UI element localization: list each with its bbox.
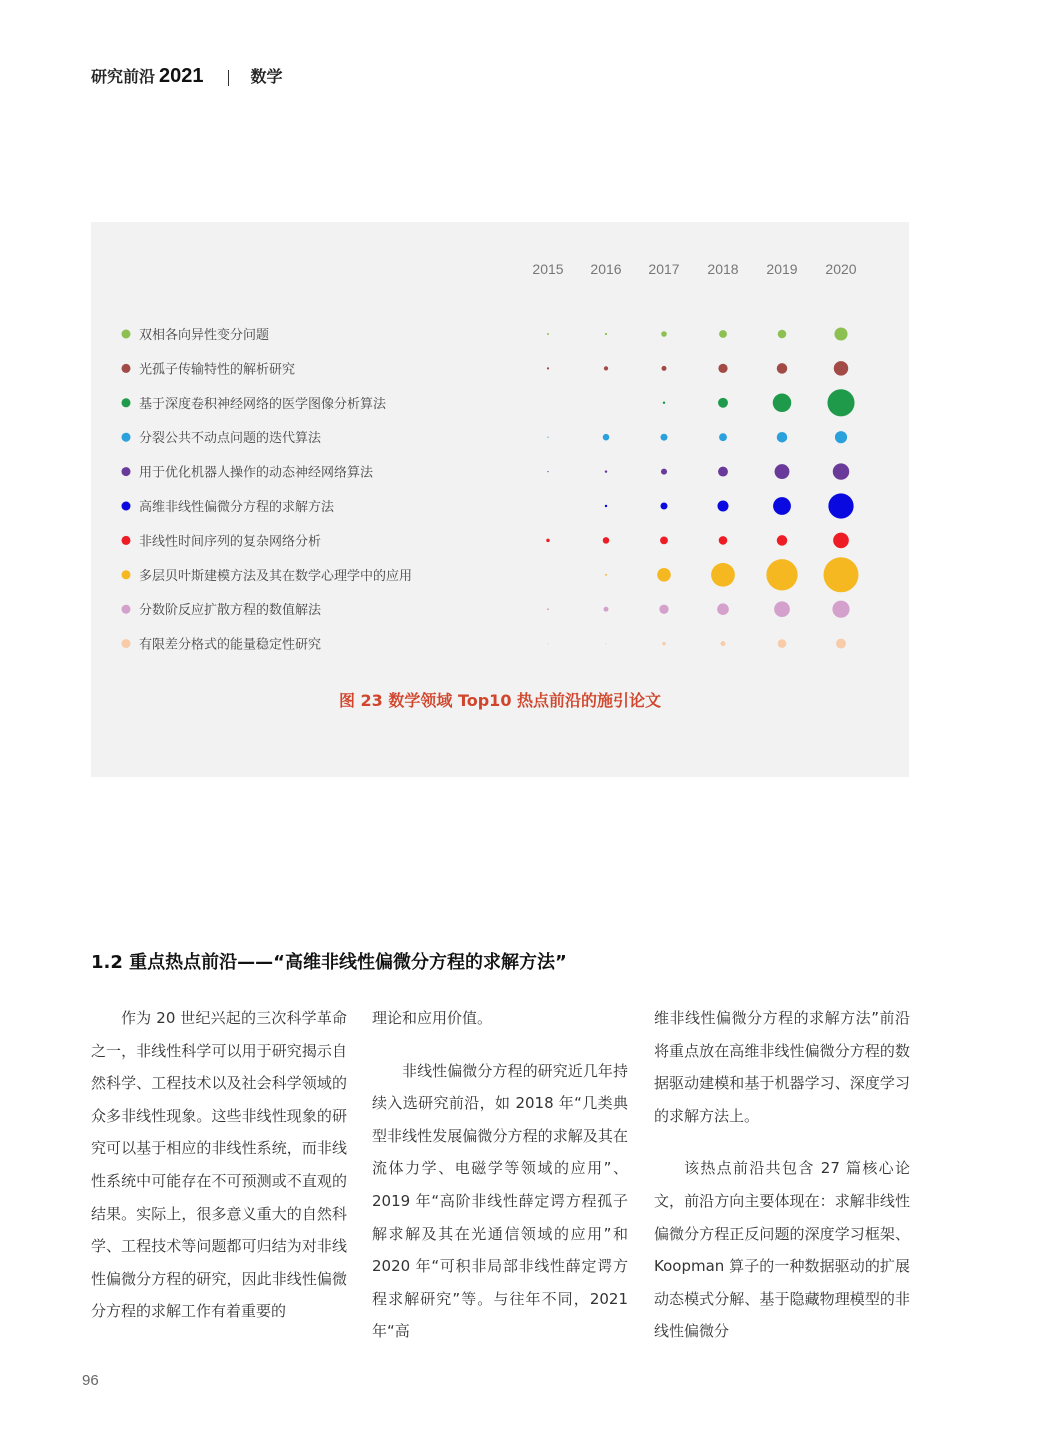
bubble [719,330,727,338]
header-year: 2021 [159,65,204,87]
page-number: 96 [82,1372,99,1389]
bubble [547,471,548,472]
legend-marker [122,330,131,339]
legend-marker [122,639,131,648]
row-label: 高维非线性偏微分方程的求解方法 [139,500,335,515]
bubble [547,367,549,369]
row-label: 分裂公共不动点问题的迭代算法 [139,431,322,447]
text-column-3 [654,1002,910,1348]
running-header [91,64,283,92]
bubble [546,539,550,543]
bubble [718,467,728,477]
year-tick-label: 2016 [590,261,622,277]
bubble [778,330,787,339]
row-label: 光孤子传输特性的解析研究 [139,362,296,378]
bubble [661,469,667,475]
year-tick-label: 2017 [648,261,680,277]
bubble [773,497,791,515]
header-section: 数学 [250,67,283,86]
row-label: 用于优化机器人操作的动态神经网络算法 [139,465,374,481]
bubble [718,398,728,408]
legend-marker [122,570,131,579]
bubble-chart [91,222,909,682]
bubble [778,639,787,648]
legend-marker [122,398,131,407]
bubble [774,601,790,617]
figure-23 [91,222,909,777]
bubble [775,464,790,479]
bubble [605,643,606,644]
row-label: 基于深度卷积神经网络的医学图像分析算法 [139,396,387,412]
row-label: 有限差分格式的能量稳定性研究 [139,637,322,653]
legend-marker [122,536,131,545]
bubble [833,533,849,549]
bubble [717,603,729,615]
paragraph: 非线性偏微分方程的研究近几年持续入选研究前沿，如 2018 年“几类典型非线性发展偏微分方程的求解及其在流体力学、电磁学等领域的应用”、2019 年“高阶非线性薛定谔方程孤子解求解及其在光通信领域的应用”和 2020 年“可积非局部非线性薛定谔方程求解研究”等。与往年不同，2021 年“高 [372,1061,628,1341]
text-column-1 [91,1002,347,1328]
bubble [603,434,610,441]
bubble [718,364,727,373]
bubble [605,333,607,335]
row-label: 双相各向异性变分问题 [139,328,270,343]
bubble [832,601,849,618]
bubble [547,608,549,610]
bubble [836,639,846,649]
year-tick-label: 2015 [532,261,564,277]
row-label: 多层贝叶斯建模方法及其在数学心理学中的应用 [139,568,413,584]
bubble [660,536,668,544]
bubble [719,433,727,441]
bubble [777,432,788,443]
legend-marker [122,502,131,511]
bubble [721,641,726,646]
legend-marker [122,605,131,614]
bubble [659,605,668,614]
bubble [662,642,666,646]
row-label: 非线性时间序列的复杂网络分析 [139,534,322,550]
year-tick-label: 2020 [825,261,857,277]
bubble [828,493,853,518]
bubble [547,437,548,438]
bubble [835,431,847,443]
bubble [605,574,607,576]
bubble [661,331,667,337]
header-brand: 研究前沿 [91,67,156,86]
row-label: 分数阶反应扩散方程的数值解法 [139,603,322,619]
figure-caption: 图 23 数学领域 Top10 热点前沿的施引论文 [338,691,662,710]
header-divider [228,70,229,86]
paragraph: 作为 20 世纪兴起的三次科学革命之一，非线性科学可以用于研究揭示自然科学、工程技术以及社会科学领域的众多非线性现象。这些非线性现象的研究可以基于相应的非线性系统，而非线性系统中可能存在不可预测或不直观的结果。实际上，很多意义重大的自然科学、工程技术等问题都可归结为对非线性偏微分方程的研究，因此非线性偏微分方程的求解工作有着重要的 [91,1009,347,1321]
bubble [777,363,788,374]
bubble [833,463,849,479]
legend-marker [122,364,131,373]
legend-marker [122,433,131,442]
bubble [717,500,728,511]
bubble [603,537,610,544]
bubble [547,333,549,335]
bubble [773,394,792,413]
bubble [834,327,847,340]
bubble [766,559,797,590]
paragraph-continued: 理论和应用价值。 [372,1009,493,1027]
section-heading: 1.2 重点热点前沿——“高维非线性偏微分方程的求解方法” [91,952,567,973]
bubble [827,389,854,416]
bubble [604,607,609,612]
bubble [662,366,667,371]
bubble [834,361,848,375]
paragraph-continued: 维非线性偏微分方程的求解方法”前沿将重点放在高维非线性偏微分方程的数据驱动建模和基于机器学习、深度学习的求解方法上。 [654,1009,910,1125]
year-tick-label: 2018 [707,261,739,277]
bubble [657,568,671,582]
bubble [604,366,608,370]
bubble [777,535,788,546]
year-tick-label: 2019 [766,261,798,277]
bubble [605,470,607,472]
bubble [824,557,859,592]
bubble [605,505,607,507]
bubble [661,434,668,441]
legend-marker [122,467,131,476]
paragraph: 该热点前沿共包含 27 篇核心论文，前沿方向主要体现在：求解非线性偏微分方程正反问题的深度学习框架、Koopman 算子的一种数据驱动的扩展动态模式分解、基于隐藏物理模型的非线性偏微分 [654,1159,910,1341]
bubble [719,536,728,545]
bubble [547,643,548,644]
bubble [663,402,665,404]
text-column-2 [372,1002,628,1348]
bubble [711,563,735,587]
bubble [661,503,668,510]
